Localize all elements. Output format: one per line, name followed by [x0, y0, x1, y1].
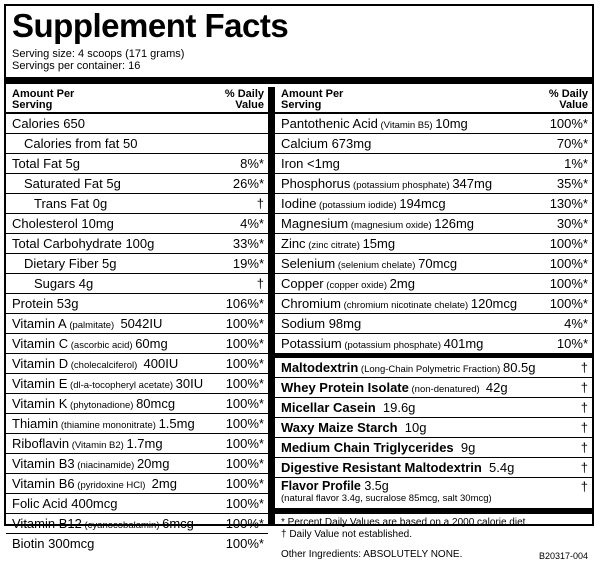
daily-value: 35%*: [556, 176, 588, 191]
daily-value: 100%*: [225, 516, 264, 531]
nutrient-label: [12, 354, 178, 375]
nutrient-name: Iodine: [281, 196, 317, 211]
nutrient-amount: 6mcg: [162, 516, 194, 531]
nutrient-source: (magnesium oxide): [348, 220, 435, 231]
daily-value: 1%*: [564, 156, 588, 171]
nutrient-amount: 5.4g: [481, 460, 515, 475]
nutrient-label: [12, 454, 169, 475]
nutrient-label: [281, 418, 426, 437]
serving-size: Serving size: 4 scoops (171 grams): [12, 48, 185, 60]
nutrient-amount: 19.6g: [375, 400, 416, 415]
nutrient-row: [6, 454, 268, 474]
nutrient-name: Saturated Fat 5g: [24, 176, 121, 191]
nutrient-label: [12, 414, 195, 435]
nutrient-amount: 60mg: [135, 336, 168, 351]
nutrient-amount: 194mcg: [399, 196, 446, 211]
nutrient-row: [6, 334, 268, 354]
nutrient-source: (selenium chelate): [335, 260, 419, 271]
daily-value: 33%*: [232, 236, 264, 251]
nutrient-amount: 10g: [397, 420, 427, 435]
nutrient-row: [6, 494, 268, 514]
nutrient-label: [281, 438, 475, 457]
nutrient-row: [6, 174, 268, 194]
nutrient-amount: 80mcg: [136, 396, 176, 411]
flavor-detail: (natural flavor 3.4g, sucralose 85mcg, salt 30mcg): [281, 493, 492, 504]
nutrient-label: [281, 458, 514, 477]
nutrient-name: Vitamin B12: [12, 516, 82, 531]
nutrient-row: [6, 214, 268, 234]
nutrient-source: (pyridoxine HCl): [74, 480, 149, 491]
flavor-name: Flavor Profile: [281, 479, 361, 493]
nutrient-name: Vitamin K: [12, 396, 68, 411]
nutrient-label: [12, 234, 154, 253]
nutrient-name: Zinc: [281, 236, 306, 251]
nutrient-name: Thiamin: [12, 416, 59, 431]
nutrient-row: [275, 154, 592, 174]
daily-value: 100%*: [549, 116, 588, 131]
nutrient-name: Digestive Resistant Maltodextrin: [281, 460, 482, 475]
nutrient-name: Vitamin E: [12, 376, 68, 391]
nutrient-row: [6, 114, 268, 134]
nutrient-amount: 10mg: [435, 116, 468, 131]
nutrient-row: [275, 214, 592, 234]
nutrient-source: (dl-a-tocopheryl acetate): [67, 380, 176, 391]
nutrient-name: Pantothenic Acid: [281, 116, 378, 131]
nutrient-source: (cyanocobalamin): [81, 520, 163, 531]
nutrient-label: [12, 374, 203, 395]
nutrient-row: [275, 194, 592, 214]
flavor-amount: 3.5g: [360, 479, 389, 493]
nutrient-name: Cholesterol 10mg: [12, 216, 114, 231]
daily-value: 100%*: [549, 256, 588, 271]
daily-value: 10%*: [556, 336, 588, 351]
nutrient-label: [12, 434, 163, 455]
nutrient-row: [6, 314, 268, 334]
nutrient-label: [12, 474, 177, 495]
nutrient-label: [34, 274, 93, 293]
flavor-row: [275, 478, 592, 509]
nutrient-row: [6, 254, 268, 274]
nutrient-row: [6, 234, 268, 254]
nutrient-label: [34, 194, 107, 213]
daily-value: †: [580, 440, 588, 455]
nutrient-amount: 20mg: [136, 456, 170, 471]
nutrient-name: Vitamin B6: [12, 476, 75, 491]
nutrient-name: Sugars 4g: [34, 276, 94, 291]
nutrient-amount: 9g: [453, 440, 476, 455]
nutrient-amount: 1.5mg: [158, 416, 195, 431]
daily-value: 100%*: [225, 356, 264, 371]
nutrient-amount: 80.5g: [502, 360, 536, 375]
nutrient-name: Iron <1mg: [281, 156, 340, 171]
nutrient-amount: 15mg: [362, 236, 396, 251]
nutrient-amount: 347mg: [452, 176, 493, 191]
nutrient-name: Vitamin C: [12, 336, 69, 351]
nutrient-row: [275, 174, 592, 194]
daily-value: 4%*: [564, 316, 588, 331]
daily-value: †: [580, 380, 588, 395]
nutrient-label: [12, 514, 194, 535]
nutrient-name: Sodium 98mg: [281, 316, 362, 331]
panel-title: Supplement Facts: [12, 7, 289, 44]
daily-value: 100%*: [549, 296, 588, 311]
nutrient-label: [24, 134, 137, 153]
left-column: [6, 87, 268, 553]
nutrient-source: (Long-Chain Polymetric Fraction): [358, 364, 503, 375]
daily-value: 26%*: [232, 176, 264, 191]
nutrient-amount: 400IU: [139, 356, 179, 371]
nutrient-name: Trans Fat 0g: [34, 196, 108, 211]
nutrient-source: (phytonadione): [67, 400, 137, 411]
daily-value: 100%*: [225, 396, 264, 411]
nutrient-row: [6, 474, 268, 494]
daily-value: 106%*: [225, 296, 264, 311]
daily-value: †: [580, 460, 588, 475]
nutrient-source: (Vitamin B2): [69, 440, 127, 451]
ingredient-row: [275, 458, 592, 478]
nutrient-name: Vitamin A: [12, 316, 67, 331]
daily-value: 100%*: [225, 456, 264, 471]
nutrient-label: [12, 314, 162, 335]
nutrient-name: Dietary Fiber 5g: [24, 256, 117, 271]
daily-value: 19%*: [232, 256, 264, 271]
nutrient-source: (ascorbic acid): [68, 340, 136, 351]
nutrient-name: Protein 53g: [12, 296, 79, 311]
supplement-facts-panel: [4, 4, 594, 561]
nutrient-amount: 1.7mg: [126, 436, 163, 451]
nutrient-label: [12, 114, 85, 133]
right-header: [275, 87, 592, 114]
nutrient-label: [12, 294, 79, 313]
nutrient-source: (cholecalciferol): [68, 360, 140, 371]
nutrient-row: [6, 434, 268, 454]
daily-value: 4%*: [240, 216, 264, 231]
nutrient-name: Calories from fat 50: [24, 136, 138, 151]
footnote-dagger: † Daily Value not established.: [281, 529, 413, 540]
nutrient-source: (Vitamin B5): [377, 120, 436, 131]
nutrient-source: (thiamine mononitrate): [58, 420, 159, 431]
nutrient-name: Maltodextrin: [281, 360, 359, 375]
top-rule: [6, 77, 592, 84]
flavor-value: †: [580, 479, 588, 494]
nutrient-label: [281, 114, 468, 135]
nutrient-source: (palmitate): [66, 320, 117, 331]
nutrient-label: [12, 394, 175, 415]
nutrient-label: [24, 174, 121, 193]
nutrient-label: [281, 214, 474, 235]
nutrient-row: [6, 134, 268, 154]
nutrient-row: [275, 314, 592, 334]
ingredient-row: [275, 358, 592, 378]
ingredient-row: [275, 438, 592, 458]
nutrient-name: Biotin 300mcg: [12, 536, 95, 551]
footnotes: [275, 514, 592, 574]
nutrient-label: [12, 334, 168, 355]
nutrient-amount: 70mcg: [418, 256, 458, 271]
nutrient-row: [6, 154, 268, 174]
nutrient-label: [281, 294, 517, 315]
nutrient-name: Total Fat 5g: [12, 156, 80, 171]
nutrient-name: Magnesium: [281, 216, 349, 231]
nutrient-name: Riboflavin: [12, 436, 70, 451]
servings-per-container: Servings per container: 16: [12, 60, 141, 72]
header-daily: % Daily: [224, 88, 264, 100]
nutrient-row: [275, 234, 592, 254]
nutrient-label: [281, 334, 483, 355]
nutrient-name: Chromium: [281, 296, 341, 311]
ingredient-row: [275, 398, 592, 418]
nutrient-label: [281, 134, 371, 153]
left-header: [6, 87, 268, 114]
nutrient-label: [281, 194, 446, 215]
daily-value: 70%*: [556, 136, 588, 151]
nutrient-label: [12, 154, 80, 173]
header-amount: Amount Per: [281, 88, 344, 100]
daily-value: 100%*: [549, 236, 588, 251]
nutrient-row: [275, 334, 592, 353]
nutrient-label: [281, 274, 415, 295]
nutrient-label: [281, 378, 508, 399]
column-divider: [268, 87, 275, 524]
nutrient-source: (copper oxide): [323, 280, 390, 291]
nutrient-source: (potassium iodide): [316, 200, 400, 211]
nutrient-name: Vitamin B3: [12, 456, 75, 471]
nutrient-name: Phosphorus: [281, 176, 351, 191]
nutrient-name: Selenium: [281, 256, 336, 271]
nutrient-label: [281, 174, 492, 195]
daily-value: 100%*: [225, 416, 264, 431]
left-nutrient-list: [6, 114, 268, 553]
nutrient-source: (non-denatured): [408, 384, 483, 395]
header-value: Value: [235, 99, 264, 111]
ingredient-row: [275, 378, 592, 398]
daily-value: †: [580, 400, 588, 415]
daily-value: †: [256, 196, 264, 211]
nutrient-label: [281, 314, 361, 333]
nutrient-name: Micellar Casein: [281, 400, 376, 415]
nutrient-label: [281, 254, 457, 275]
daily-value: 100%*: [549, 276, 588, 291]
nutrient-source: (chromium nicotinate chelate): [340, 300, 471, 311]
nutrient-label: [12, 494, 118, 513]
daily-value: 8%*: [240, 156, 264, 171]
header-daily: % Daily: [548, 88, 588, 100]
daily-value: †: [256, 276, 264, 291]
nutrient-name: Calories 650: [12, 116, 85, 131]
nutrient-name: Waxy Maize Starch: [281, 420, 398, 435]
nutrient-source: (zinc citrate): [305, 240, 363, 251]
header-serving: Serving: [281, 99, 322, 111]
other-ingredients: Other Ingredients: ABSOLUTELY NONE.: [281, 549, 463, 560]
nutrient-amount: 5042IU: [116, 316, 163, 331]
daily-value: 100%*: [225, 496, 264, 511]
nutrient-row: [275, 294, 592, 314]
nutrient-amount: 42g: [482, 380, 508, 395]
nutrient-label: [281, 398, 415, 417]
nutrient-label: [12, 534, 94, 553]
nutrient-name: Vitamin D: [12, 356, 69, 371]
daily-value: 30%*: [556, 216, 588, 231]
nutrient-name: Whey Protein Isolate: [281, 380, 409, 395]
nutrient-name: Total Carbohydrate 100g: [12, 236, 155, 251]
nutrient-amount: 126mg: [434, 216, 475, 231]
daily-value: 100%*: [225, 476, 264, 491]
right-column: [275, 87, 592, 574]
nutrient-row: [6, 514, 268, 534]
footnote-percent: * Percent Daily Values are based on a 2000 calorie diet.: [281, 517, 529, 528]
nutrient-amount: 30IU: [175, 376, 204, 391]
nutrient-row: [275, 274, 592, 294]
daily-value: 100%*: [225, 316, 264, 331]
nutrient-row: [6, 414, 268, 434]
nutrient-row: [6, 374, 268, 394]
nutrient-amount: 401mg: [443, 336, 484, 351]
header-value: Value: [559, 99, 588, 111]
ingredient-list: [275, 358, 592, 478]
ingredient-row: [275, 418, 592, 438]
nutrient-row: [6, 294, 268, 314]
nutrient-row: [6, 394, 268, 414]
daily-value: 100%*: [225, 376, 264, 391]
nutrient-name: Potassium: [281, 336, 342, 351]
daily-value: †: [580, 420, 588, 435]
nutrient-label: [12, 214, 114, 233]
nutrient-row: [275, 114, 592, 134]
daily-value: †: [580, 360, 588, 375]
label-code: B20317-004: [538, 551, 588, 561]
nutrient-amount: 2mg: [389, 276, 415, 291]
nutrient-source: (potassium phosphate): [341, 340, 444, 351]
nutrient-label: [281, 358, 536, 379]
nutrient-row: [275, 254, 592, 274]
header-serving: Serving: [12, 99, 53, 111]
nutrient-row: [6, 194, 268, 214]
nutrient-amount: 120mcg: [470, 296, 518, 311]
header-amount: Amount Per: [12, 88, 75, 100]
nutrient-source: (niacinamide): [74, 460, 137, 471]
daily-value: 100%*: [225, 336, 264, 351]
daily-value: 130%*: [549, 196, 588, 211]
daily-value: 100%*: [225, 436, 264, 451]
nutrient-label: [281, 154, 340, 173]
nutrient-row: [6, 274, 268, 294]
nutrient-amount: 2mg: [148, 476, 177, 491]
nutrient-name: Calcium 673mg: [281, 136, 372, 151]
daily-value: 100%*: [225, 536, 264, 551]
right-nutrient-list: [275, 114, 592, 353]
nutrient-label: [281, 234, 395, 255]
nutrient-label: [24, 254, 116, 273]
nutrient-name: Copper: [281, 276, 324, 291]
nutrient-row: [6, 354, 268, 374]
nutrient-source: (potassium phosphate): [350, 180, 453, 191]
nutrient-name: Folic Acid 400mcg: [12, 496, 118, 511]
nutrient-row: [6, 534, 268, 553]
nutrient-row: [275, 134, 592, 154]
nutrient-name: Medium Chain Triglycerides: [281, 440, 454, 455]
